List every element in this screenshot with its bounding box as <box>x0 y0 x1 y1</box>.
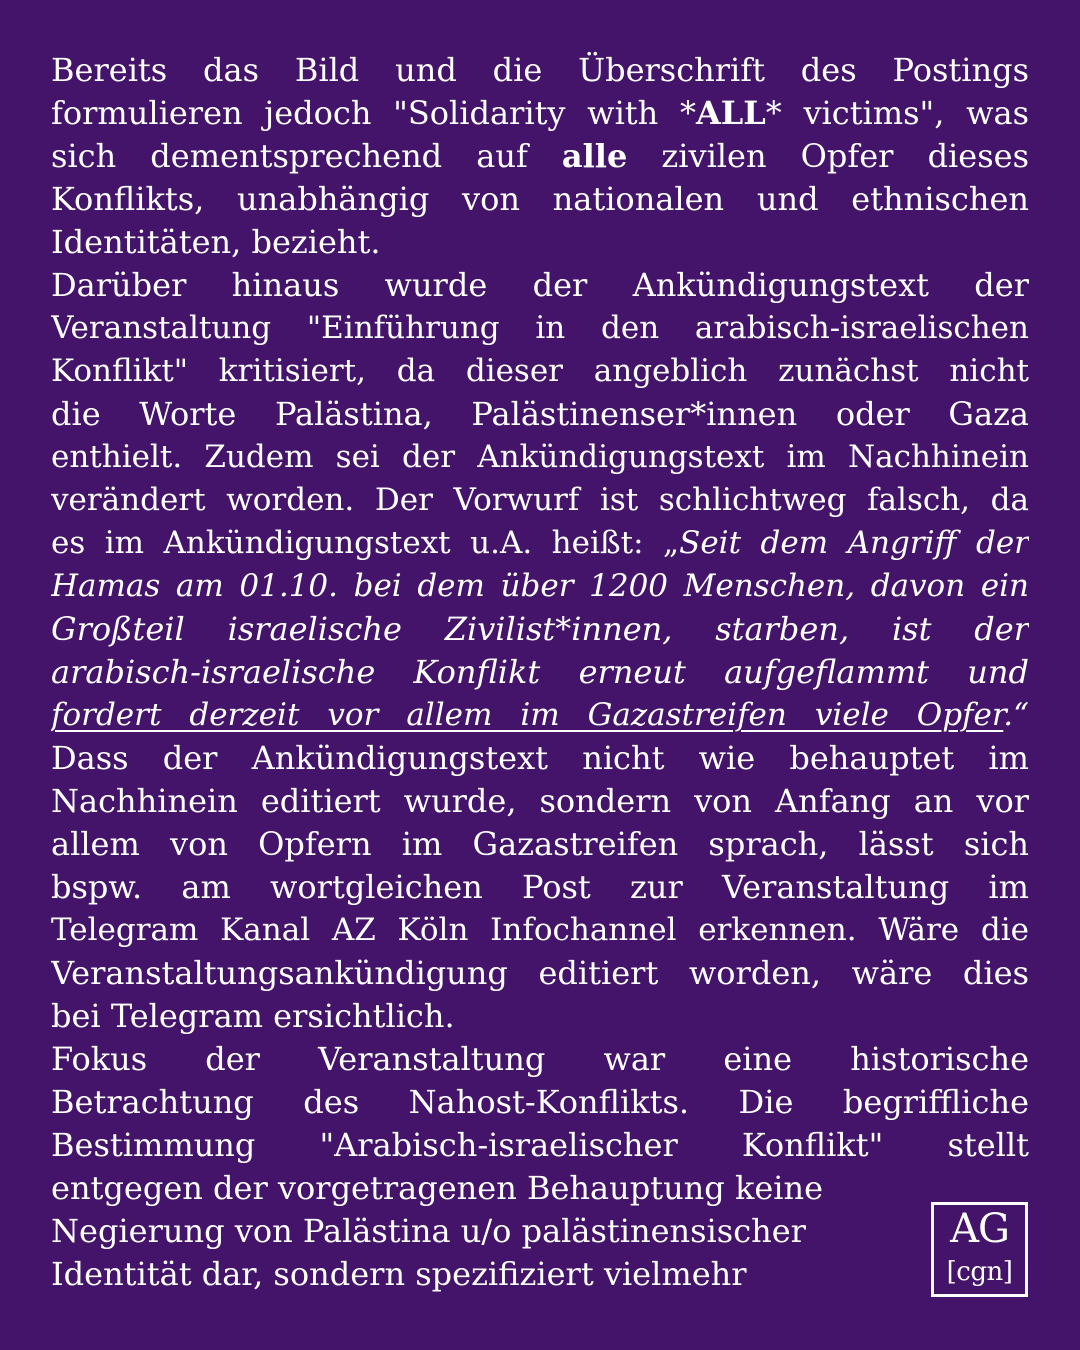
text-segment: * victims", was <box>765 94 1029 132</box>
text-segment: Veranstaltung "Einführung in den arabisch-israelischen <box>51 310 1029 346</box>
text-line <box>51 1253 851 1296</box>
quote-text: arabisch-israelische Konflikt erneut aufgeflammt und <box>51 653 1029 691</box>
text-line <box>51 909 1029 952</box>
text-segment: Bereits das Bild und die Überschrift des Postings <box>51 51 1029 89</box>
text-line <box>51 264 1029 307</box>
quote-line <box>51 694 1029 737</box>
text-line <box>51 1167 851 1210</box>
text-segment: bspw. am wortgleichen Post zur Veranstaltung im <box>51 868 1029 906</box>
quote-text: .“ <box>1003 697 1029 733</box>
text-line <box>51 823 1029 866</box>
quote-text: Hamas am 01.10. bei dem über 1200 Menschen, davon ein <box>51 568 1029 604</box>
text-segment: Nachhinein editiert wurde, sondern von Anfang an vor <box>51 782 1029 820</box>
text-line <box>51 135 1029 178</box>
text-line <box>51 1124 1029 1167</box>
text-segment: die Worte Palästina, Palästinenser*innen oder Gaza <box>51 395 1029 433</box>
text-segment: verändert worden. Der Vorwurf ist schlichtweg falsch, da <box>51 482 1029 518</box>
text-line <box>51 522 1029 565</box>
ag-cgn-logo <box>931 1202 1028 1297</box>
text-segment: formulieren jedoch "Solidarity with * <box>51 94 696 132</box>
quote-text: Großteil israelische Zivilist*innen, starben, ist der <box>51 610 1029 648</box>
text-line <box>51 737 1029 780</box>
text-segment: allem von Opfern im Gazastreifen sprach, lässt sich <box>51 825 1029 863</box>
text-line <box>51 479 1029 522</box>
text-segment: Bestimmung "Arabisch-israelischer Konflikt" stellt <box>51 1126 1029 1164</box>
quote-line <box>51 651 1029 694</box>
text-segment: Darüber hinaus wurde der Ankündigungstext der <box>51 266 1029 304</box>
text-segment: zivilen Opfer dieses <box>627 137 1029 175</box>
text-segment: Identitäten, bezieht. <box>51 223 381 261</box>
text-line <box>51 1081 1029 1124</box>
text-line <box>51 1210 851 1253</box>
text-segment: Negierung von Palästina u/o palästinensischer <box>51 1212 806 1250</box>
text-segment: es im Ankündigungstext u.A. heißt: „ <box>51 525 680 561</box>
text-line <box>51 178 1029 221</box>
text-segment: enthielt. Zudem sei der Ankündigungstext im Nachhinein <box>51 439 1029 475</box>
text-segment: Fokus der Veranstaltung war eine historische <box>51 1040 1029 1078</box>
body-text <box>51 49 1029 1296</box>
text-line <box>51 92 1029 135</box>
bold-alle: alle <box>561 137 628 175</box>
quote-line <box>51 565 1029 608</box>
text-segment: sich dementsprechend auf <box>51 137 562 175</box>
text-segment: Betrachtung des Nahost-Konflikts. Die begriffliche <box>51 1083 1029 1121</box>
text-line <box>51 49 1029 92</box>
logo-top-text: AG <box>950 1206 1009 1252</box>
text-segment: Identität dar, sondern spezifiziert vielmehr <box>51 1255 747 1293</box>
text-segment: Telegram Kanal AZ Köln Infochannel erkennen. Wäre die <box>51 912 1029 948</box>
quote-line <box>51 608 1029 651</box>
text-line <box>51 866 1029 909</box>
text-segment: Dass der Ankündigungstext nicht wie behauptet im <box>51 739 1029 777</box>
text-segment: Veranstaltungsankündigung editiert worden, wäre dies <box>51 954 1029 992</box>
text-line <box>51 221 1029 264</box>
quote-text: Seit dem Angriff der <box>679 525 1029 561</box>
text-line <box>51 436 1029 479</box>
text-line <box>51 350 1029 393</box>
text-line <box>51 1038 1029 1081</box>
bold-all: ALL <box>695 94 766 132</box>
text-segment: Konflikts, unabhängig von nationalen und ethnischen <box>51 180 1029 218</box>
text-line <box>51 393 1029 436</box>
text-segment: entgegen der vorgetragenen Behauptung keine <box>51 1169 824 1207</box>
logo-bottom-text: [cgn] <box>946 1257 1013 1287</box>
text-line <box>51 780 1029 823</box>
text-line <box>51 995 1029 1038</box>
text-line <box>51 307 1029 350</box>
text-segment: Konflikt" kritisiert, da dieser angeblich zunächst nicht <box>51 353 1029 389</box>
text-line <box>51 952 1029 995</box>
underlined-quote-text: fordert derzeit vor allem im Gazastreifen viele Opfer <box>51 697 1004 733</box>
text-segment: bei Telegram ersichtlich. <box>51 997 455 1035</box>
